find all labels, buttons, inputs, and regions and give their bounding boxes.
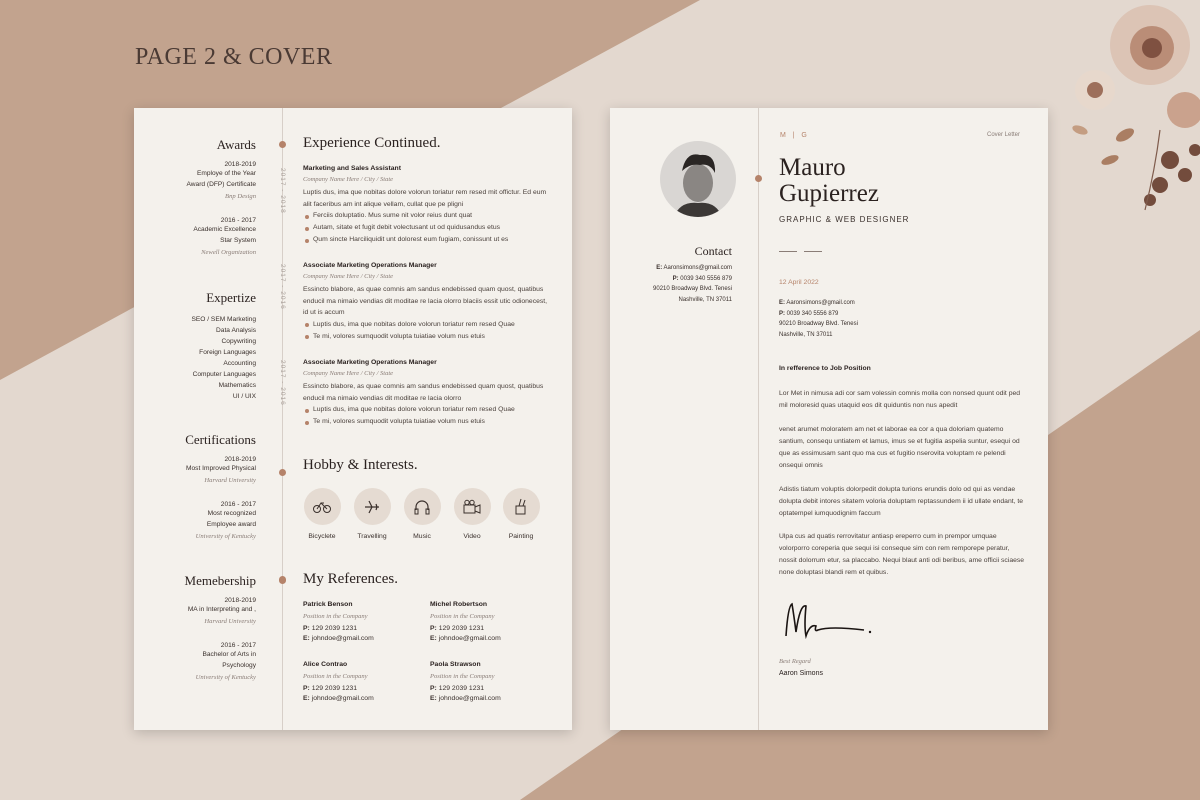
award-item	[136, 161, 256, 200]
membership-title: Memebership	[184, 573, 256, 588]
job-bullet: Te mi, volores sumquodit volupta tuiatiae volum nus etuis	[303, 416, 553, 428]
contact-block	[612, 263, 732, 305]
job-description: Essincto blabore, as quae comnis am sandus endebissed quam quost, quatibus enducil ma nimaio vendias dit moditae re lacia olorro blaciis essit utic odionecest, id ut is accum	[303, 286, 548, 316]
email-label: E:	[303, 635, 310, 642]
airplane-icon	[363, 499, 381, 515]
reference-card	[430, 661, 550, 702]
job-bullet: Autam, sitate et fugit debit volectusant ut od quidusandus etus	[303, 222, 553, 234]
membership-org: University of Kentucky	[195, 674, 256, 681]
phone-label: P:	[430, 625, 437, 632]
expertize-item: Computer Languages	[192, 371, 256, 378]
contact-city: Nashville, TN 37011	[678, 296, 732, 303]
award-year: 2016 - 2017	[220, 217, 256, 224]
job-years: 2017 - 2016	[279, 360, 286, 406]
job-description: Essincto blabore, as quae comnis am sandus endebissed quam quost, quatibus enducil ma nimaio vendias dit moditae re lacia olorro	[303, 383, 544, 402]
reference-name: Paola Strawson	[430, 661, 481, 668]
award-line: Award (DFP) Certificate	[186, 181, 256, 188]
name-block	[779, 155, 879, 207]
expertize-item: Mathematics	[218, 382, 256, 389]
reference-email: johndoe@gmail.com	[311, 635, 374, 642]
certification-line: Employee award	[206, 521, 256, 528]
job-company: Company Name Here / City / State	[303, 273, 394, 280]
recipient-city: Nashville, TN 37011	[779, 331, 833, 338]
letter-paragraph: Lor Met in nimusa adi cor sam volessin comnis molla con nonsed quunt odit ped mil moloresid quas utaquid eos dit quiduntis non nus apedit	[779, 390, 1021, 409]
floral-decoration	[1040, 0, 1200, 220]
timeline-dot	[279, 576, 286, 583]
reference-position: Position in the Company	[430, 673, 495, 680]
membership-year: 2016 - 2017	[220, 642, 256, 649]
recipient-block	[779, 298, 858, 340]
certification-line: Most Improved Physical	[186, 465, 256, 472]
job-company: Company Name Here / City / State	[303, 176, 394, 183]
membership-year: 2018-2019	[224, 597, 256, 604]
email-label: E:	[779, 300, 785, 306]
resume-page	[134, 108, 572, 730]
reference-card	[303, 601, 423, 642]
job-bullet: Luptis dus, ima que nobitas dolore volorun toriatur rem resed Quae	[303, 404, 553, 416]
membership-item	[136, 597, 256, 625]
letter-paragraph: Adistis tiatum voluptis dolorpedit dolupta turions erundis dolo od qui as vendae dolupta debit intores sitatem voloria doluptam reptassundem ii id ullate endant, te optatempel iumquodignim faccum	[779, 486, 1024, 517]
expertize-item: Data Analysis	[216, 327, 256, 334]
hobby-label: Travelling	[357, 533, 387, 540]
reference-name: Alice Contrao	[303, 661, 348, 668]
reference-position: Position in the Company	[303, 613, 368, 620]
phone-label: P:	[672, 275, 679, 282]
job-years: 2017 - 2018	[279, 168, 286, 214]
hobby-label: Painting	[508, 533, 534, 540]
award-org: Newell Organization	[201, 249, 256, 256]
recipient-address: 90210 Broadway Blvd. Tenesi	[779, 321, 858, 327]
references-title: My References.	[303, 571, 398, 587]
certification-line: Most recognized	[207, 510, 256, 517]
recipient-email: Aaronsimons@gmail.com	[786, 300, 855, 306]
reference-card	[430, 601, 550, 642]
job-role: GRAPHIC & WEB DESIGNER	[779, 215, 910, 224]
timeline-dot	[279, 469, 286, 476]
letter-date: 12 April 2022	[779, 279, 819, 286]
hobbies-title: Hobby & Interests.	[303, 457, 418, 473]
award-item	[136, 217, 256, 256]
membership-line: MA in Interpreting and ,	[187, 606, 256, 613]
last-name: Gupierrez	[779, 180, 879, 207]
reference-phone: 129 2039 1231	[311, 625, 358, 632]
job-bullet: Luptis dus, ima que nobitas dolore volorun toriatur rem resed Quae	[303, 319, 553, 331]
job-description: Luptis dus, ima que nobitas dolore volorun toriatur rem resed mit offictur. Ed eum alit faceribus am int alique vellam, cullat que pe pligni	[303, 189, 547, 208]
letter-subject: In refference to Job Position	[779, 365, 871, 372]
hobby-label: Bicyclete	[308, 533, 336, 540]
hobby-label: Video	[463, 533, 481, 540]
reference-position: Position in the Company	[303, 673, 368, 680]
job-bullet: Qum sincte Harciliquidit unt dolorest eum fugiam, conissunt ut es	[303, 234, 553, 246]
first-name: Mauro	[779, 154, 846, 181]
phone-label: P:	[430, 685, 437, 692]
expertize-item: Accounting	[223, 360, 256, 367]
contact-phone: 0039 340 5556 879	[680, 275, 732, 282]
monogram: M | G	[780, 132, 808, 139]
cover-letter-page	[610, 108, 1048, 730]
phone-label: P:	[303, 685, 310, 692]
awards-title: Awards	[216, 137, 256, 152]
job-title: Marketing and Sales Assistant	[303, 165, 401, 172]
experience-title: Experience Continued.	[303, 135, 441, 151]
award-line: Star System	[220, 237, 256, 244]
certification-item	[136, 456, 256, 484]
email-label: E:	[656, 265, 663, 271]
award-line: Employe of the Year	[196, 170, 256, 177]
letter-paragraph: venet arumet moloratem am net et laborae ea cor a qua doloriam quatemo santium, consequ untiatem et lamus, imus se et fugitia aspelia suntur, esequi od que as essimusam sant quo ma cus et fugitio nserovita voluptam re pelendi onsequi omnis	[779, 426, 1020, 469]
membership-line: Psychology	[222, 662, 256, 669]
regards-text: Best Regard	[779, 658, 811, 665]
divider-line	[758, 108, 759, 730]
reference-card	[303, 661, 423, 702]
hobby-item	[452, 488, 492, 540]
job-bullet: Te mi, volores sumquodit volupta tuiatiae volum nus etuis	[303, 331, 553, 343]
signature	[780, 596, 880, 642]
expertize-item: UI / UIX	[232, 393, 256, 400]
membership-item	[136, 642, 256, 681]
certification-org: Harvard University	[204, 477, 256, 484]
certification-year: 2016 - 2017	[220, 501, 256, 508]
short-divider	[779, 251, 797, 252]
job-title: Associate Marketing Operations Manager	[303, 262, 437, 269]
certification-item	[136, 501, 256, 540]
expertize-item: Copywriting	[221, 338, 256, 345]
award-org: Bnp Design	[225, 193, 256, 200]
job-title: Associate Marketing Operations Manager	[303, 359, 437, 366]
hobby-item	[352, 488, 392, 540]
reference-email: johndoe@gmail.com	[311, 695, 374, 702]
membership-line: Bachelor of Arts in	[202, 651, 256, 658]
expertize-title: Expertize	[206, 290, 256, 305]
expertize-item: Foreign Languages	[199, 349, 256, 356]
timeline-dot	[279, 141, 286, 148]
hobby-item	[302, 488, 342, 540]
avatar	[660, 141, 736, 217]
reference-name: Patrick Benson	[303, 601, 353, 608]
reference-phone: 129 2039 1231	[438, 625, 485, 632]
page-headline: PAGE 2 & COVER	[135, 44, 333, 70]
reference-position: Position in the Company	[430, 613, 495, 620]
award-year: 2018-2019	[224, 161, 256, 168]
certification-year: 2018-2019	[224, 456, 256, 463]
phone-label: P:	[303, 625, 310, 632]
phone-label: P:	[779, 310, 785, 317]
email-label: E:	[430, 695, 437, 702]
reference-phone: 129 2039 1231	[438, 685, 485, 692]
signer-name: Aaron Simons	[779, 670, 823, 677]
timeline-dot	[755, 175, 762, 182]
hobby-label: Music	[413, 533, 431, 540]
email-label: E:	[303, 695, 310, 702]
document-label: Cover Letter	[986, 132, 1020, 138]
certification-org: University of Kentucky	[195, 533, 256, 540]
video-camera-icon	[462, 499, 482, 515]
job-company: Company Name Here / City / State	[303, 370, 394, 377]
contact-email: Aaronsimons@gmail.com	[663, 265, 732, 271]
certifications-title: Certifications	[185, 432, 256, 447]
job-entry	[303, 359, 553, 428]
reference-email: johndoe@gmail.com	[438, 635, 501, 642]
expertize-item: SEO / SEM Marketing	[191, 316, 256, 323]
bicycle-icon	[313, 500, 331, 514]
letter-paragraph: Ulpa cus ad quatis rerrovitatur antiasp ereperro cum in prempor umquae volorporro coreperia que sequi isi conseque sim con rem remporepe peratur, nossit dolorrum etur, sa placcabo. Nequi blaut anti odi beribus, ame officii sciaese none doluptasi blandi rem et quibus.	[779, 533, 1025, 576]
reference-name: Michel Robertson	[430, 601, 488, 608]
email-label: E:	[430, 635, 437, 642]
reference-phone: 129 2039 1231	[311, 685, 358, 692]
recipient-phone: 0039 340 5556 879	[786, 310, 839, 317]
contact-address: 90210 Broadway Blvd. Tenesi	[653, 286, 732, 292]
expertize-list	[136, 314, 256, 402]
paint-brush-icon	[513, 498, 529, 516]
award-line: Academic Excellence	[193, 226, 256, 233]
job-entry	[303, 165, 553, 246]
job-entry	[303, 262, 553, 343]
membership-org: Harvard University	[204, 618, 256, 625]
job-bullet: Ferciis doluptatio. Mus sume nit volor reius dunt quat	[303, 210, 553, 222]
headphones-icon	[413, 499, 431, 515]
contact-title: Contact	[694, 244, 732, 258]
hobby-item	[402, 488, 442, 540]
job-years: 2017 - 2016	[279, 264, 286, 310]
hobby-item	[501, 488, 541, 540]
short-divider	[804, 251, 822, 252]
reference-email: johndoe@gmail.com	[438, 695, 501, 702]
